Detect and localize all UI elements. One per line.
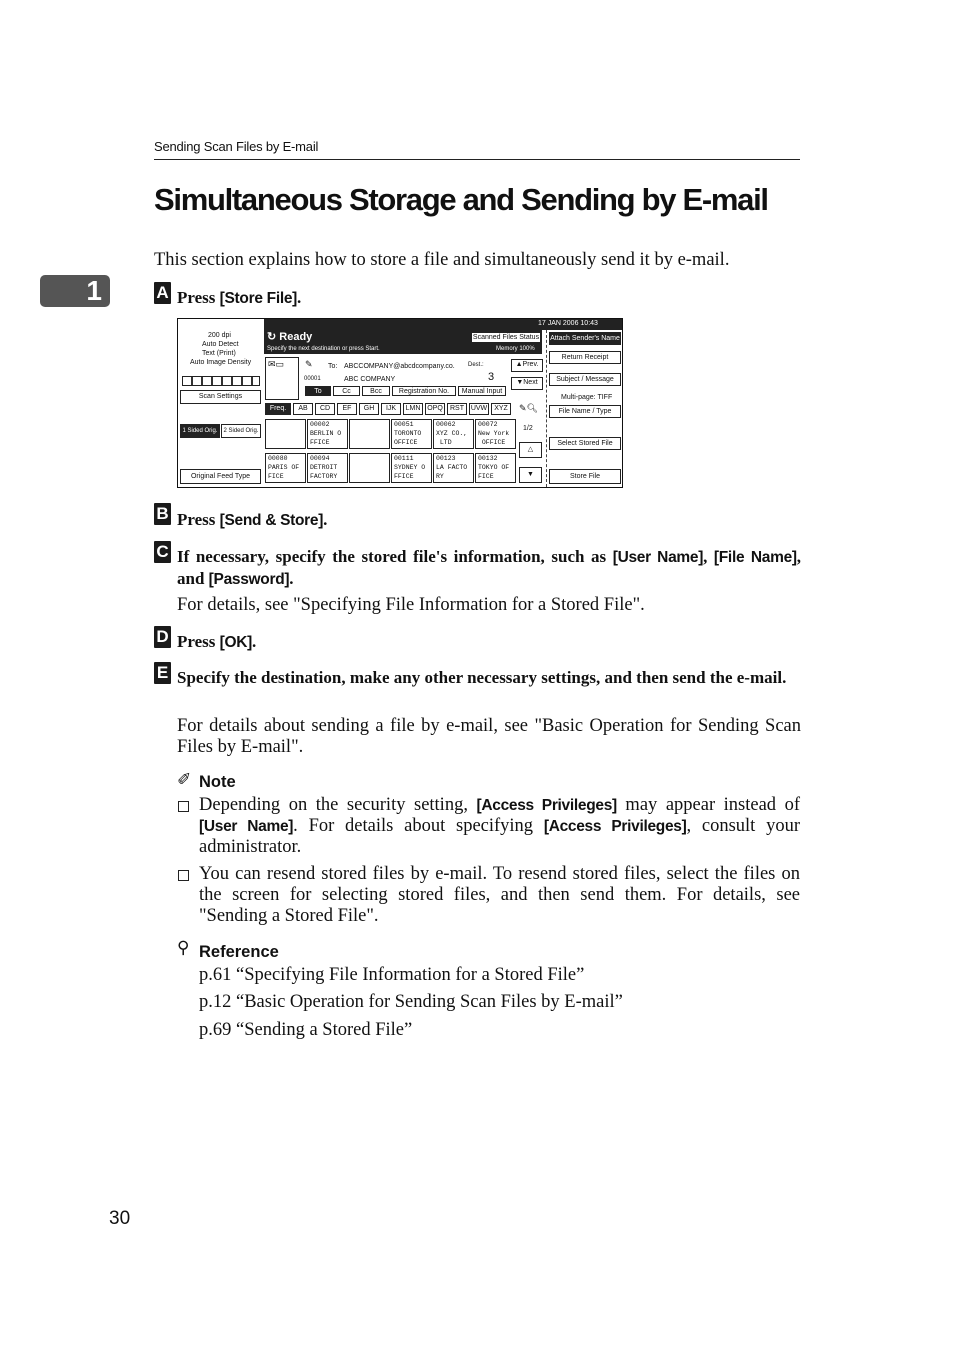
step-number-3: C [154,541,171,563]
right-column-divider [546,330,547,487]
step-3-sep2: , and [177,547,802,588]
attach-senders-name-button[interactable]: Attach Sender's Name [549,332,621,345]
step-3-suffix: . [289,569,294,588]
entry-no: 00080 [268,455,288,462]
step-3-prefix: If necessary, specify the stored file's information, such as [177,547,613,566]
to-email: ABCCOMPANY@abcdcompany.co. [344,363,455,370]
note-1-a: Depending on the security setting, [199,795,477,815]
group-rst[interactable]: RST [447,403,467,415]
file-name-type-button[interactable]: File Name / Type [549,405,621,418]
access-privileges-key: [Access Privileges] [543,818,687,835]
step-4-prefix: Press [177,632,220,651]
triangle-up-icon: △ [527,446,534,453]
entry-no: 00051 [394,421,414,428]
entry-number: 00001 [304,376,321,382]
note-1-g: , consult your administrator. [199,816,801,857]
to-name: ABC COMPANY [344,376,396,383]
step-number-1: A [154,282,171,304]
destination-entry[interactable] [349,453,390,483]
entry-name: BERLIN O FFICE [310,430,342,446]
destination-entry[interactable] [391,453,432,483]
step-1-suffix: . [297,288,302,307]
header-rule [154,159,800,160]
entry-name: TORONTO OFFICE [394,430,422,446]
step-4-text [177,631,801,653]
store-file-key: [Store File] [219,290,298,307]
send-and-store-key: [Send & Store] [219,512,324,529]
density-scale[interactable] [182,376,260,386]
group-cd[interactable]: CD [315,403,335,415]
note-1-c: may appear instead of [616,795,801,815]
two-sided-original-button[interactable]: 2 Sided Orig. [221,424,261,438]
entry-name: DETROIT FACTORY [310,464,338,480]
dest-count: 3 [488,371,495,383]
group-ab[interactable]: AB [293,403,313,415]
entry-no: 00003 [352,421,372,428]
tab-cc[interactable]: Cc [333,386,360,396]
magnifier-icon: ⚲ [177,938,190,957]
ready-text: Ready [279,331,313,343]
entry-no: 00002 [310,421,330,428]
pencil-icon: ✎ [305,359,313,369]
step-number-2: B [154,503,171,525]
group-xyz[interactable]: XYZ [491,403,511,415]
step-3-detail: For details, see "Specifying File Information for a Stored File". [177,595,645,615]
entry-name: LONDON O FFICE [352,430,384,446]
dest-label: Dest.: [468,362,484,368]
envelope-icon: ✉▭ [268,359,285,369]
page-number: 30 [109,1208,131,1229]
store-file-button[interactable]: Store File [549,469,621,484]
file-name-key-part2: Name] [750,549,797,566]
panel-text-print: Text (Print) [202,350,236,357]
chapter-tab: 1 [40,275,110,307]
group-freq[interactable]: Freq. [265,403,291,415]
step-4-suffix: . [252,632,257,651]
step-3-text [177,546,801,590]
panel-datetime: 17 JAN 2006 10:43 [538,320,598,327]
destination-entry[interactable] [307,419,348,449]
entry-no: 00132 [478,455,498,462]
destination-entry[interactable] [433,419,474,449]
step-3-sep1: , [703,547,714,566]
running-header: Sending Scan Files by E-mail [154,139,319,154]
one-sided-original-button[interactable]: 1 Sided Orig. [180,424,220,438]
tab-registration-no[interactable]: Registration No. [392,386,456,396]
entry-name: LA FACTO RY [436,464,468,480]
entry-name: TOKYO OF FICE [478,464,510,480]
step-number-4: D [154,626,171,648]
page-indicator: 1/2 [523,425,533,432]
select-stored-file-button[interactable]: Select Stored File [549,437,621,450]
operation-panel-screenshot [177,318,623,488]
group-lmn[interactable]: LMN [403,403,423,415]
pencil-icon: ✐ [177,770,192,789]
note-heading: Note [199,773,236,791]
entry-no: 00101 [352,455,372,462]
scroll-up-button[interactable] [519,442,542,458]
to-label: To: [328,363,338,370]
step-2-prefix: Press [177,510,220,529]
entry-no: 00001 [268,421,288,428]
reference-link[interactable]: p.12 “Basic Operation for Sending Scan Files by E-mail” [199,992,623,1012]
file-name-key-part1: [File [713,549,745,566]
step-2-text [177,509,801,531]
panel-dpi: 200 dpi [208,332,231,339]
destination-entry[interactable] [349,419,390,449]
group-ijk[interactable]: IJK [381,403,401,415]
checkbox-bullet-icon [178,801,189,812]
destination-entry[interactable] [475,419,516,449]
group-ef[interactable]: EF [337,403,357,415]
tab-manual-input[interactable]: Manual Input [458,386,506,396]
group-opq[interactable]: OPQ [425,403,445,415]
password-key: [Password] [208,571,290,588]
panel-instruction: Specify the next destination or press Start. [267,346,380,352]
subject-message-button[interactable]: Subject / Message [549,373,621,386]
panel-density: Auto Image Density [190,359,252,366]
access-privileges-key: [Access Privileges] [476,797,617,814]
destination-entry[interactable] [307,453,348,483]
destination-entry[interactable] [433,453,474,483]
step-5-text: Specify the destination, make any other necessary settings, and then send the e-mail. [177,668,787,687]
panel-ready-status: ↻ Ready [267,331,313,343]
destination-entry[interactable] [475,453,516,483]
tab-bcc[interactable]: Bcc [362,386,390,396]
multipage-tiff-label: Multi-page: TIFF [561,394,613,401]
intro-paragraph: This section explains how to store a file and simultaneously send it by e-mail. [154,250,730,270]
note-1-e: . For details about specifying [293,816,544,836]
scroll-down-button[interactable] [519,467,542,483]
search-icon[interactable]: ✎🔍︎ [519,403,538,413]
destination-entry[interactable] [265,419,306,449]
entry-name: SYDNEY O FFICE [394,464,426,480]
entry-name: XYZ CO., LTD [436,430,468,446]
prev-button[interactable]: ▲Prev. [511,359,543,372]
destination-entry[interactable] [265,453,306,483]
reference-heading: Reference [199,943,279,961]
checkbox-bullet-icon [178,870,189,881]
step-2-suffix: . [323,510,328,529]
scanned-files-status-button[interactable]: Scanned Files Status [472,334,540,341]
tab-to[interactable]: To [305,386,331,396]
reference-link[interactable]: p.61 “Specifying File Information for a Stored File” [199,965,585,985]
entry-name: PARIS OF FICE [268,464,300,480]
user-name-key: [User Name] [199,818,294,835]
step-1-text [177,287,801,309]
group-gh[interactable]: GH [359,403,379,415]
step-number-5: E [154,662,171,684]
entry-no: 00072 [478,421,498,428]
entry-name: New York OFFICE [478,430,510,446]
scan-settings-button[interactable]: Scan Settings [180,390,261,404]
page-title: Simultaneous Storage and Sending by E-mail [154,182,768,217]
note-bullet-1 [199,795,800,858]
group-uvw[interactable]: UVW [469,403,489,415]
ok-key: [OK] [219,634,253,651]
entry-no: 00062 [436,421,456,428]
panel-memory: Memory 100% [496,346,535,352]
panel-auto-detect: Auto Detect [202,341,239,348]
user-name-key: [User Name] [612,549,704,566]
step-1-prefix: Press [177,288,220,307]
next-button[interactable]: ▼Next [511,377,543,390]
entry-name: SAN FRAN CISCO [352,464,384,480]
entry-no: 00094 [310,455,330,462]
triangle-down-icon: ▼ [527,471,534,478]
step-5-detail: For details about sending a file by e-mail, see "Basic Operation for Sending Scan Files by E-mail". [177,716,801,757]
entry-no: 00123 [436,455,456,462]
note-bullet-2: You can resend stored files by e-mail. To resend stored files, select the files on the screen for selecting stored files, and then send them. For details, see "Sending a Stored File". [199,864,800,926]
entry-name: ABC COMP ANY [268,430,300,446]
reference-link[interactable]: p.69 “Sending a Stored File” [199,1020,413,1040]
return-receipt-button[interactable]: Return Receipt [549,351,621,364]
entry-no: 00111 [394,455,414,462]
original-feed-type-button[interactable]: Original Feed Type [180,469,261,484]
destination-entry[interactable] [391,419,432,449]
